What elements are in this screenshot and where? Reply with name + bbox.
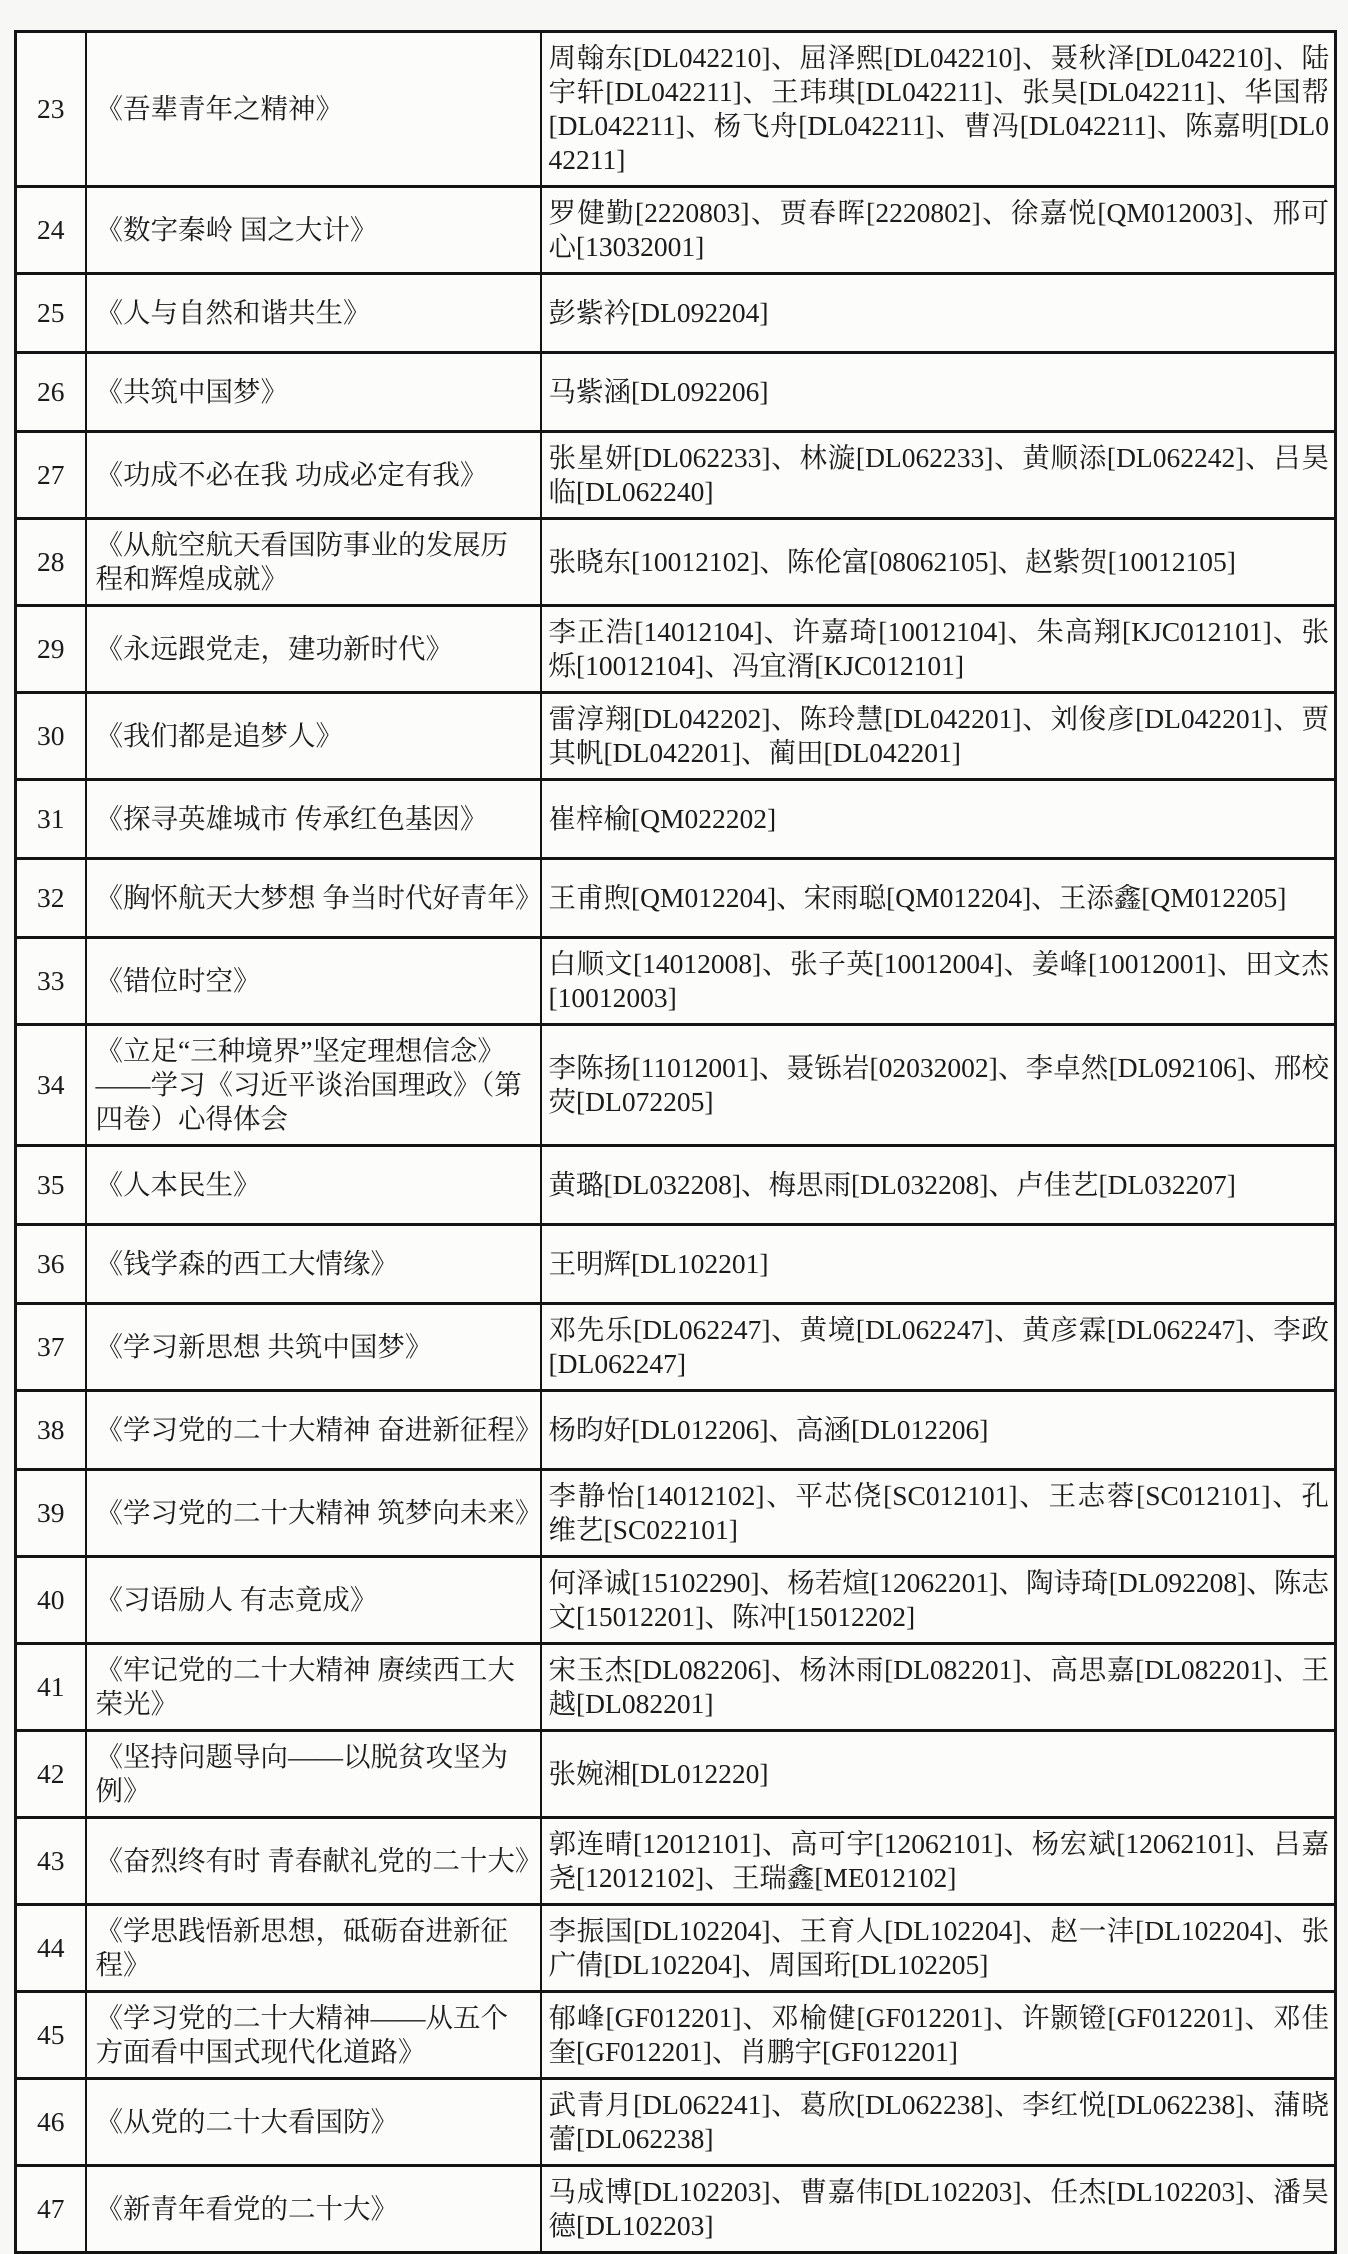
row-number-cell: 33 (16, 938, 86, 1025)
table-row (16, 32, 1336, 187)
members-cell: 王甫煦[QM012204]、宋雨聪[QM012204]、王添鑫[QM012205] (541, 859, 1336, 938)
row-number-cell: 27 (16, 432, 86, 519)
row-number-cell: 47 (16, 2166, 86, 2253)
row-number-cell: 44 (16, 1905, 86, 1992)
work-title-cell: 《学习党的二十大精神 筑梦向未来》 (86, 1470, 541, 1557)
work-title-cell: 《从党的二十大看国防》 (86, 2079, 541, 2166)
table-row (16, 1391, 1336, 1470)
members-cell: 周翰东[DL042210]、屈泽熙[DL042210]、聂秋泽[DL042210]、陆宇轩[DL042211]、王玮琪[DL042211]、张昊[DL042211]、华国帮[DL042211]、杨飞舟[DL042211]、曹冯[DL042211]、陈嘉明[DL042211] (541, 32, 1336, 187)
table-row (16, 432, 1336, 519)
members-cell: 张星妍[DL062233]、林漩[DL062233]、黄顺添[DL062242]、吕昊临[DL062240] (541, 432, 1336, 519)
table-row (16, 187, 1336, 274)
row-number-cell: 23 (16, 32, 86, 187)
row-number-cell: 28 (16, 519, 86, 606)
row-number-cell: 37 (16, 1304, 86, 1391)
table-row (16, 938, 1336, 1025)
work-title-cell: 《人与自然和谐共生》 (86, 274, 541, 353)
table-row (16, 693, 1336, 780)
table-row (16, 606, 1336, 693)
work-title-cell: 《习语励人 有志竟成》 (86, 1557, 541, 1644)
members-cell: 郁峰[GF012201]、邓榆健[GF012201]、许颢镫[GF012201]、邓佳奎[GF012201]、肖鹏宇[GF012201] (541, 1992, 1336, 2079)
members-cell: 罗健勤[2220803]、贾春晖[2220802]、徐嘉悦[QM012003]、邢可心[13032001] (541, 187, 1336, 274)
work-title-cell: 《学习党的二十大精神 奋进新征程》 (86, 1391, 541, 1470)
work-title-cell: 《从航空航天看国防事业的发展历程和辉煌成就》 (86, 519, 541, 606)
row-number-cell: 36 (16, 1225, 86, 1304)
members-cell: 黄璐[DL032208]、梅思雨[DL032208]、卢佳艺[DL032207] (541, 1146, 1336, 1225)
table-row (16, 1905, 1336, 1992)
table-row (16, 353, 1336, 432)
work-title-cell: 《探寻英雄城市 传承红色基因》 (86, 780, 541, 859)
members-cell: 武青月[DL062241]、葛欣[DL062238]、李红悦[DL062238]、蒲晓蕾[DL062238] (541, 2079, 1336, 2166)
members-cell: 郭连晴[12012101]、高可宇[12062101]、杨宏斌[12062101]、吕嘉尧[12012102]、王瑞鑫[ME012102] (541, 1818, 1336, 1905)
work-title-cell: 《功成不必在我 功成必定有我》 (86, 432, 541, 519)
work-title-cell: 《钱学森的西工大情缘》 (86, 1225, 541, 1304)
row-number-cell: 38 (16, 1391, 86, 1470)
table-row (16, 859, 1336, 938)
members-cell: 彭紫衿[DL092204] (541, 274, 1336, 353)
table-row (16, 780, 1336, 859)
work-title-cell: 《数字秦岭 国之大计》 (86, 187, 541, 274)
award-works-table (14, 30, 1337, 2254)
row-number-cell: 43 (16, 1818, 86, 1905)
members-cell: 张晓东[10012102]、陈伦富[08062105]、赵紫贺[10012105] (541, 519, 1336, 606)
members-cell: 马紫涵[DL092206] (541, 353, 1336, 432)
row-number-cell: 45 (16, 1992, 86, 2079)
work-title-cell: 《牢记党的二十大精神 赓续西工大荣光》 (86, 1644, 541, 1731)
work-title-cell: 《新青年看党的二十大》 (86, 2166, 541, 2253)
row-number-cell: 30 (16, 693, 86, 780)
work-title-cell: 《永远跟党走，建功新时代》 (86, 606, 541, 693)
table-row (16, 1557, 1336, 1644)
members-cell: 王明辉[DL102201] (541, 1225, 1336, 1304)
row-number-cell: 39 (16, 1470, 86, 1557)
table-row (16, 1470, 1336, 1557)
members-cell: 李正浩[14012104]、许嘉琦[10012104]、朱高翔[KJC012101]、张烁[10012104]、冯宜湑[KJC012101] (541, 606, 1336, 693)
work-title-cell: 《奋烈终有时 青春献礼党的二十大》 (86, 1818, 541, 1905)
members-cell: 杨昀好[DL012206]、高涵[DL012206] (541, 1391, 1336, 1470)
row-number-cell: 32 (16, 859, 86, 938)
row-number-cell: 24 (16, 187, 86, 274)
table-row (16, 1304, 1336, 1391)
table-row (16, 1225, 1336, 1304)
row-number-cell: 35 (16, 1146, 86, 1225)
work-title-cell: 《错位时空》 (86, 938, 541, 1025)
members-cell: 崔梓榆[QM022202] (541, 780, 1336, 859)
members-cell: 雷淳翔[DL042202]、陈玲慧[DL042201]、刘俊彦[DL042201]、贾其帆[DL042201]、蔺田[DL042201] (541, 693, 1336, 780)
table-row (16, 1146, 1336, 1225)
table-row (16, 1025, 1336, 1146)
members-cell: 李振国[DL102204]、王育人[DL102204]、赵一沣[DL102204]、张广倩[DL102204]、周国珩[DL102205] (541, 1905, 1336, 1992)
row-number-cell: 29 (16, 606, 86, 693)
row-number-cell: 41 (16, 1644, 86, 1731)
work-title-cell: 《学习新思想 共筑中国梦》 (86, 1304, 541, 1391)
work-title-cell: 《学习党的二十大精神——从五个方面看中国式现代化道路》 (86, 1992, 541, 2079)
table-row (16, 1992, 1336, 2079)
row-number-cell: 26 (16, 353, 86, 432)
members-cell: 李静怡[14012102]、平芯侥[SC012101]、王志蓉[SC012101]、孔维艺[SC022101] (541, 1470, 1336, 1557)
table-row (16, 2079, 1336, 2166)
row-number-cell: 25 (16, 274, 86, 353)
table-row (16, 519, 1336, 606)
members-cell: 白顺文[14012008]、张子英[10012004]、姜峰[10012001]、田文杰[10012003] (541, 938, 1336, 1025)
work-title-cell: 《学思践悟新思想，砥砺奋进新征程》 (86, 1905, 541, 1992)
members-cell: 何泽诚[15102290]、杨若煊[12062201]、陶诗琦[DL092208]、陈志文[15012201]、陈冲[15012202] (541, 1557, 1336, 1644)
work-title-cell: 《我们都是追梦人》 (86, 693, 541, 780)
members-cell: 李陈扬[11012001]、聂铄岩[02032002]、李卓然[DL092106]、邢校荧[DL072205] (541, 1025, 1336, 1146)
work-title-cell: 《立足“三种境界”坚定理想信念》——学习《习近平谈治国理政》（第四卷）心得体会 (86, 1025, 541, 1146)
work-title-cell: 《吾辈青年之精神》 (86, 32, 541, 187)
work-title-cell: 《坚持问题导向——以脱贫攻坚为例》 (86, 1731, 541, 1818)
table-row (16, 274, 1336, 353)
row-number-cell: 40 (16, 1557, 86, 1644)
work-title-cell: 《胸怀航天大梦想 争当时代好青年》 (86, 859, 541, 938)
row-number-cell: 42 (16, 1731, 86, 1818)
row-number-cell: 46 (16, 2079, 86, 2166)
members-cell: 邓先乐[DL062247]、黄境[DL062247]、黄彦霖[DL062247]、李政[DL062247] (541, 1304, 1336, 1391)
table-row (16, 1644, 1336, 1731)
row-number-cell: 31 (16, 780, 86, 859)
members-cell: 宋玉杰[DL082206]、杨沐雨[DL082201]、高思嘉[DL082201]、王越[DL082201] (541, 1644, 1336, 1731)
work-title-cell: 《人本民生》 (86, 1146, 541, 1225)
members-cell: 马成博[DL102203]、曹嘉伟[DL102203]、任杰[DL102203]、潘昊德[DL102203] (541, 2166, 1336, 2253)
table-row (16, 2166, 1336, 2253)
table-body (16, 32, 1336, 2253)
work-title-cell: 《共筑中国梦》 (86, 353, 541, 432)
members-cell: 张婉湘[DL012220] (541, 1731, 1336, 1818)
table-row (16, 1731, 1336, 1818)
table-row (16, 1818, 1336, 1905)
row-number-cell: 34 (16, 1025, 86, 1146)
